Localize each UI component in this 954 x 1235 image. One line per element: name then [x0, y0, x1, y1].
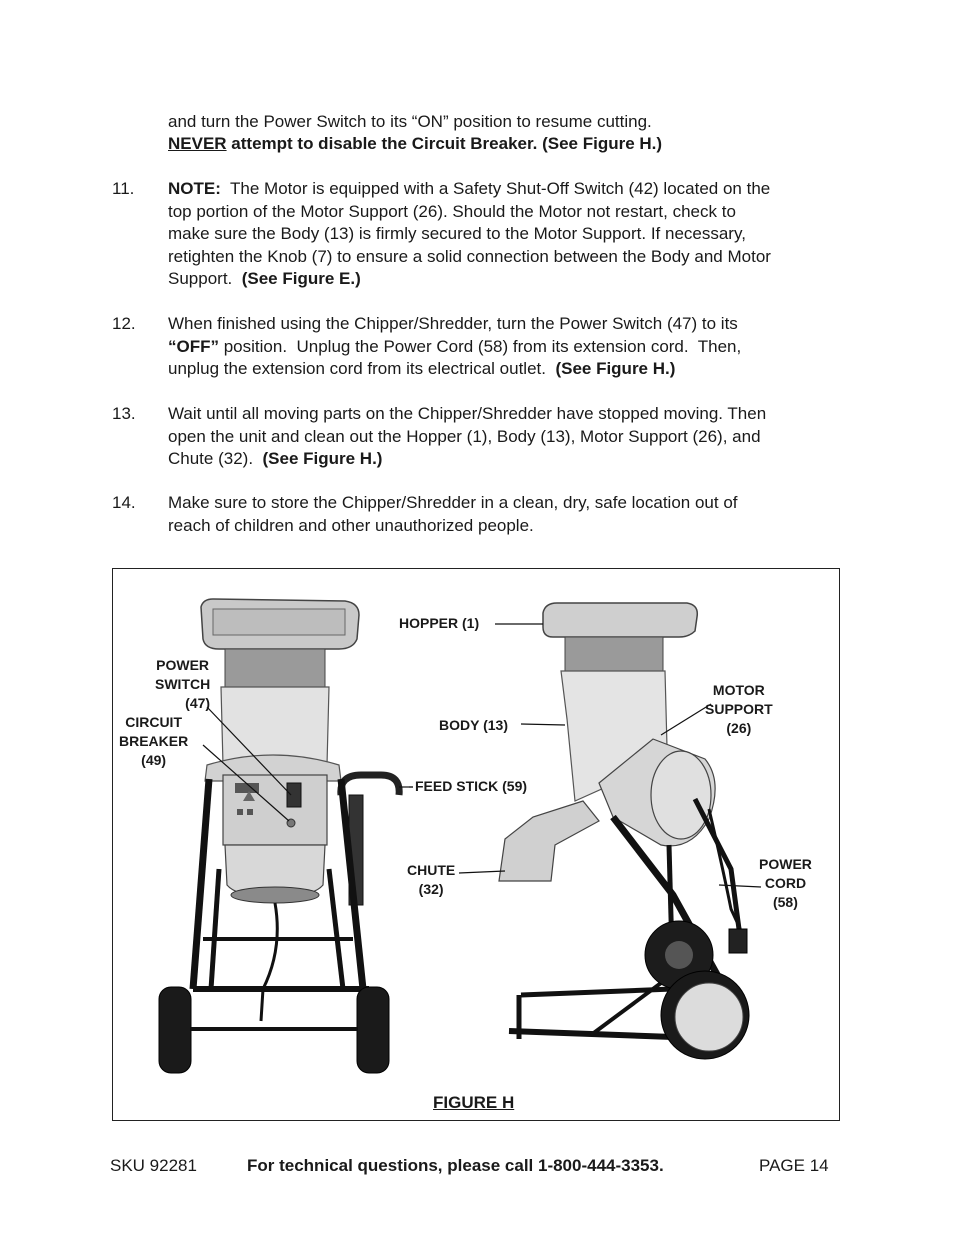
step-13-line-3: Chute (32).	[168, 449, 263, 468]
label-power-switch	[155, 656, 210, 713]
label-circuit-breaker-l1: CIRCUIT	[125, 714, 182, 730]
step-12-line-3: unplug the extension cord from its electrical outlet.	[168, 359, 556, 378]
footer-tech-support: For technical questions, please call 1-800-444-3353.	[247, 1156, 664, 1175]
step-13-ref: (See Figure H.)	[262, 449, 383, 468]
step-11-text	[168, 178, 840, 291]
step-11-ref: (See Figure E.)	[241, 269, 361, 288]
step-13-line-2: open the unit and clean out the Hopper (1), Body (13), Motor Support (26), and	[168, 426, 761, 446]
label-motor-support-l3: (26)	[726, 720, 752, 736]
step-13-text	[168, 403, 840, 471]
label-motor-support	[705, 681, 773, 738]
side-view-machine	[499, 603, 749, 1059]
step-11-number: 11.	[112, 179, 135, 198]
label-circuit-breaker-l3: (49)	[141, 752, 167, 768]
label-power-cord	[759, 855, 812, 912]
label-feed-stick: FEED STICK (59)	[415, 778, 528, 794]
step-14-text	[168, 492, 840, 537]
label-chute	[407, 861, 455, 899]
chipper-shredder-illustration	[113, 569, 841, 1122]
footer-page-number: PAGE 14	[759, 1156, 829, 1175]
step-13-line-1: Wait until all moving parts on the Chipper/Shredder have stopped moving. Then	[168, 404, 767, 423]
step-13-number: 13.	[112, 404, 136, 423]
step-11-line-1: The Motor is equipped with a Safety Shut-Off Switch (42) located on the	[220, 179, 771, 198]
label-power-switch-l1: POWER	[156, 657, 210, 673]
label-body: BODY (13)	[439, 717, 508, 733]
step-11-line-4: retighten the Knob (7) to ensure a solid connection between the Body and Motor	[168, 246, 771, 266]
step-14-number: 14.	[112, 493, 136, 512]
step-11-line-2: top portion of the Motor Support (26). Should the Motor not restart, check to	[168, 201, 736, 221]
never-word: NEVER	[168, 134, 227, 153]
figure-caption: FIGURE H	[433, 1093, 515, 1112]
intro-warning	[168, 133, 662, 156]
label-power-cord-l3: (58)	[772, 894, 798, 910]
step-12-ref: (See Figure H.)	[555, 359, 676, 378]
footer-sku: SKU 92281	[110, 1156, 197, 1175]
label-circuit-breaker-l2: BREAKER	[119, 733, 189, 749]
label-circuit-breaker	[119, 713, 188, 770]
intro-warning-rest: attempt to disable the Circuit Breaker. (See Figure H.)	[226, 134, 663, 153]
label-power-cord-l2: CORD	[764, 875, 807, 891]
label-power-cord-l1: POWER	[759, 856, 812, 872]
off-word: “OFF”	[168, 336, 219, 356]
step-14-line-1: Make sure to store the Chipper/Shredder in a clean, dry, safe location out of	[168, 493, 738, 512]
step-14-line-2: reach of children and other unauthorized people.	[168, 515, 534, 535]
label-chute-l2: (32)	[418, 881, 444, 897]
step-12-number: 12.	[112, 314, 136, 333]
label-motor-support-l1: MOTOR	[712, 682, 765, 698]
step-11-line-3: make sure the Body (13) is firmly secured to the Motor Support. If necessary,	[168, 224, 746, 243]
label-motor-support-l2: SUPPORT	[705, 701, 773, 717]
label-hopper: HOPPER (1)	[399, 615, 480, 631]
label-chute-l1: CHUTE	[407, 862, 456, 878]
step-12-text	[168, 313, 840, 381]
step-12-line-2: position. Unplug the Power Cord (58) from its extension cord. Then,	[219, 336, 742, 356]
step-11-line-5: Support.	[168, 269, 242, 288]
figure-h	[112, 568, 840, 1121]
label-power-switch-l2: SWITCH	[155, 676, 211, 692]
step-12-line-1: When finished using the Chipper/Shredder, turn the Power Switch (47) to its	[168, 314, 738, 333]
note-lead: NOTE:	[168, 179, 221, 198]
intro-line-1: and turn the Power Switch to its “ON” position to resume cutting.	[168, 112, 652, 131]
label-power-switch-l3: (47)	[185, 695, 211, 711]
